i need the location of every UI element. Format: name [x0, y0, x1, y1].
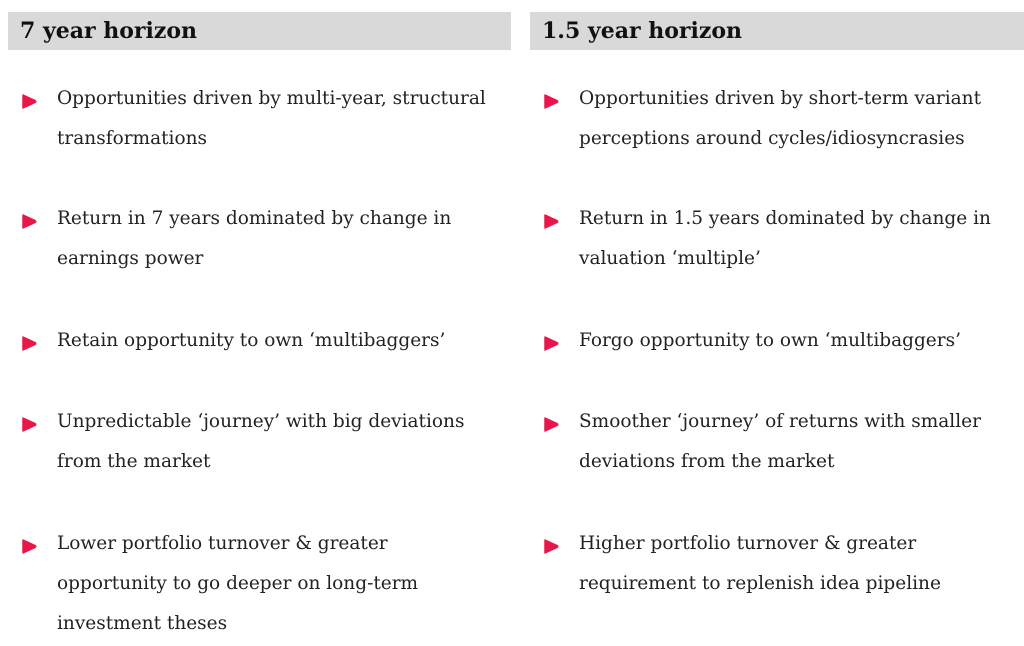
list-item-text: Opportunities driven by short-term variant perceptions around cycles/idiosyncrasies	[579, 88, 982, 149]
right-column	[530, 12, 1024, 594]
bullet-icon	[544, 417, 559, 432]
list-item-text: Smoother ‘journey’ of returns with smaller deviations from the market	[579, 411, 981, 472]
bullet-icon	[544, 214, 559, 229]
left-column	[8, 12, 511, 634]
list-item-text: Unpredictable ‘journey’ with big deviations from the market	[57, 411, 465, 472]
bullet-icon	[22, 417, 37, 432]
list-item-text: Return in 7 years dominated by change in earnings power	[57, 208, 452, 269]
list-item-text: Higher portfolio turnover & greater requirement to replenish idea pipeline	[579, 533, 941, 594]
bullet-icon	[22, 214, 37, 229]
left-column-header: 7 year horizon	[8, 12, 511, 50]
bullet-icon	[22, 94, 37, 109]
list-item-text: Lower portfolio turnover & greater opportunity to go deeper on long-term investment theses	[57, 533, 419, 634]
bullet-icon	[544, 539, 559, 554]
list-item-text: Opportunities driven by multi-year, structural transformations	[57, 88, 486, 149]
bullet-icon	[544, 94, 559, 109]
list-item-text: Forgo opportunity to own ‘multibaggers’	[579, 330, 961, 351]
bullet-icon	[22, 539, 37, 554]
bullet-icon	[544, 336, 559, 351]
bullet-icon	[22, 336, 37, 351]
right-column-header: 1.5 year horizon	[530, 12, 1024, 50]
list-item-text: Return in 1.5 years dominated by change in valuation ‘multiple’	[579, 208, 991, 269]
list-item-text: Retain opportunity to own ‘multibaggers’	[57, 330, 446, 351]
